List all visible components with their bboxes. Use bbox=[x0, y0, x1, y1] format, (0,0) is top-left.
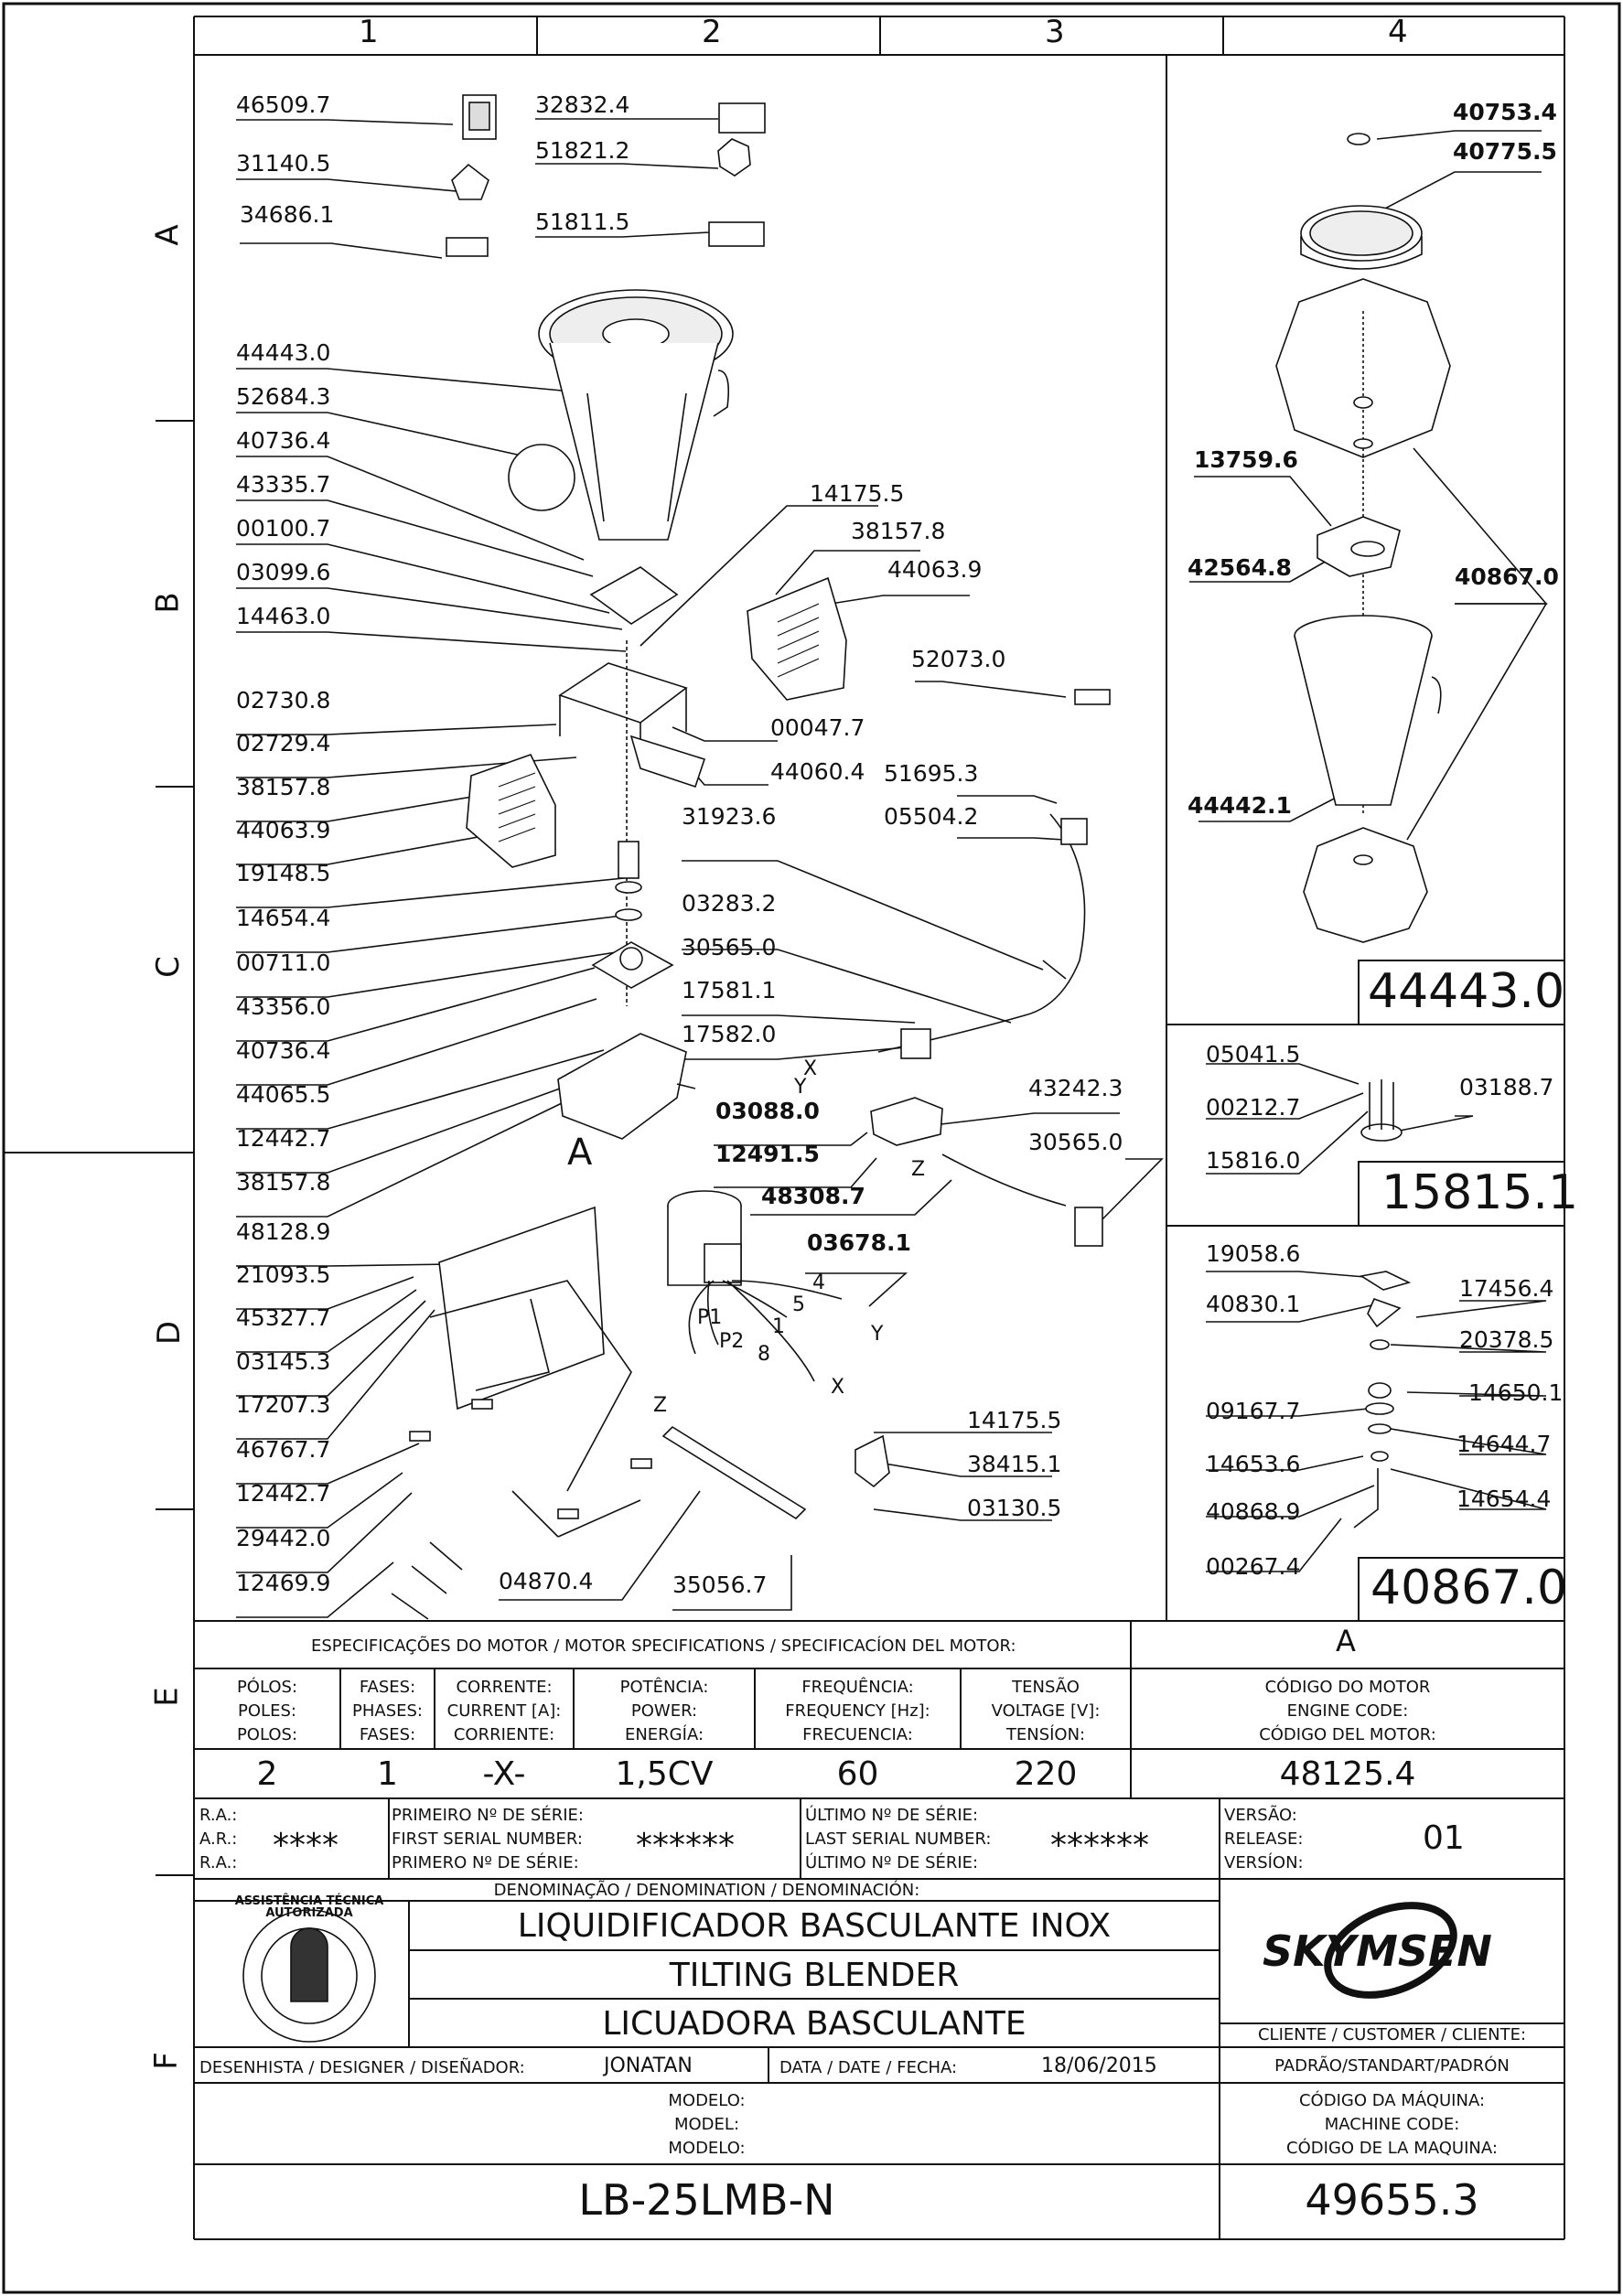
part-number: 52073.0 bbox=[911, 646, 1006, 672]
part-number: 20378.5 bbox=[1459, 1326, 1554, 1353]
part-number: 51695.3 bbox=[884, 760, 979, 787]
wire-label: P2 bbox=[719, 1330, 745, 1353]
wire-label: 1 bbox=[772, 1315, 785, 1338]
part-number: 43242.3 bbox=[1028, 1075, 1123, 1101]
grid-row-label: F bbox=[147, 2052, 185, 2070]
part-number: 17582.0 bbox=[682, 1021, 777, 1047]
part-number: 14654.4 bbox=[1456, 1486, 1552, 1512]
part-number: 34686.1 bbox=[240, 201, 335, 228]
spec-value-voltage: 220 bbox=[1014, 1755, 1078, 1793]
part-number: 02729.4 bbox=[236, 730, 331, 756]
part-number: 52684.3 bbox=[236, 383, 331, 410]
part-number: 00212.7 bbox=[1206, 1094, 1301, 1121]
model-value: LB-25LMB-N bbox=[578, 2175, 835, 2225]
part-number: 38157.8 bbox=[236, 774, 331, 800]
grid-col-label: 2 bbox=[702, 14, 722, 50]
part-number: 40736.4 bbox=[236, 1037, 331, 1064]
part-number: 02730.8 bbox=[236, 687, 331, 713]
part-number: 29442.0 bbox=[236, 1525, 331, 1551]
part-number: 12442.7 bbox=[236, 1480, 331, 1507]
part-number: 21093.5 bbox=[236, 1261, 331, 1288]
part-number: 30565.0 bbox=[682, 934, 777, 960]
part-number: 04870.4 bbox=[499, 1568, 594, 1594]
first-serial-labels: PRIMEIRO Nº DE SÉRIE: FIRST SERIAL NUMBER: PRIMERO Nº DE SÉRIE: bbox=[392, 1806, 584, 1873]
part-number: 35056.7 bbox=[672, 1572, 768, 1598]
spec-header-poles: PÓLOS: POLES: POLOS: bbox=[236, 1678, 298, 1745]
wire-label: 8 bbox=[758, 1343, 770, 1366]
part-number: 14175.5 bbox=[967, 1407, 1062, 1433]
spec-header-power: POTÊNCIA: POWER: ENERGÍA: bbox=[619, 1678, 709, 1745]
part-number: 40868.9 bbox=[1206, 1498, 1301, 1525]
ra-value: **** bbox=[273, 1827, 339, 1864]
part-number: 14175.5 bbox=[810, 480, 905, 507]
part-number: 46767.7 bbox=[236, 1436, 331, 1463]
part-number: 38157.8 bbox=[236, 1169, 331, 1196]
subassembly-code: 15815.1 bbox=[1381, 1165, 1579, 1220]
part-number: 03283.2 bbox=[682, 890, 777, 917]
subassembly-code: 40867.0 bbox=[1370, 1561, 1568, 1615]
part-number: 45327.7 bbox=[236, 1304, 331, 1331]
spec-value-poles: 2 bbox=[256, 1755, 278, 1793]
part-number: 14654.4 bbox=[236, 905, 331, 931]
grid-row-label: D bbox=[151, 1320, 188, 1346]
customer-value: PADRÃO/STANDART/PADRÓN bbox=[1274, 2056, 1510, 2076]
part-number: 03088.0 bbox=[715, 1098, 820, 1124]
designer-label: DESENHISTA / DESIGNER / DISEÑADOR: bbox=[199, 2058, 525, 2077]
part-number: 44443.0 bbox=[236, 339, 331, 366]
spec-header-frequency: FREQUÊNCIA: FREQUENCY [Hz]: FRECUENCIA: bbox=[785, 1678, 930, 1745]
denomination-pt: LIQUIDIFICADOR BASCULANTE INOX bbox=[517, 1907, 1112, 1945]
ra-labels: R.A.: A.R.: R.A.: bbox=[199, 1806, 238, 1873]
part-number: 14650.1 bbox=[1468, 1379, 1564, 1406]
part-number: 44060.4 bbox=[770, 758, 865, 785]
part-number: 03678.1 bbox=[807, 1229, 911, 1256]
part-number: 38415.1 bbox=[967, 1451, 1062, 1477]
spec-value-current: -X- bbox=[482, 1755, 526, 1793]
part-number: 31923.6 bbox=[682, 803, 777, 830]
customer-label: CLIENTE / CUSTOMER / CLIENTE: bbox=[1257, 2025, 1527, 2044]
part-number: 38157.8 bbox=[851, 518, 946, 544]
part-number: 40867.0 bbox=[1455, 563, 1559, 590]
motor-callout-label: A bbox=[567, 1132, 593, 1174]
part-number: 14653.6 bbox=[1206, 1451, 1301, 1477]
part-number: 48128.9 bbox=[236, 1218, 331, 1245]
part-number: 44442.1 bbox=[1188, 792, 1292, 819]
grid-row-label: E bbox=[148, 1687, 186, 1707]
last-serial-value: ****** bbox=[1050, 1827, 1149, 1864]
part-number: 12442.7 bbox=[236, 1125, 331, 1152]
part-number: 19058.6 bbox=[1206, 1240, 1301, 1267]
wire-label: Y bbox=[871, 1323, 884, 1346]
first-serial-value: ****** bbox=[636, 1827, 735, 1864]
part-number: 40830.1 bbox=[1206, 1291, 1301, 1317]
last-serial-labels: ÚLTIMO Nº DE SÉRIE: LAST SERIAL NUMBER: ÚLTIMO Nº DE SÉRIE: bbox=[805, 1806, 992, 1873]
part-number: 43335.7 bbox=[236, 471, 331, 498]
part-number: 15816.0 bbox=[1206, 1147, 1301, 1174]
version-value: 01 bbox=[1423, 1819, 1465, 1857]
wire-label: X bbox=[831, 1376, 845, 1399]
part-number: 44063.9 bbox=[887, 556, 983, 583]
subassembly-code: 44443.0 bbox=[1368, 964, 1565, 1019]
part-number: 44065.5 bbox=[236, 1081, 331, 1108]
wire-label: P1 bbox=[697, 1306, 723, 1329]
part-number: 48308.7 bbox=[761, 1183, 865, 1209]
denomination-en: TILTING BLENDER bbox=[669, 1957, 960, 1994]
date-label: DATA / DATE / FECHA: bbox=[779, 2058, 958, 2077]
part-number: 44063.9 bbox=[236, 817, 331, 843]
grid-row-label: B bbox=[149, 592, 187, 614]
motor-ref-label: A bbox=[1336, 1624, 1356, 1658]
grid-row-label: C bbox=[149, 956, 187, 978]
part-number: 14463.0 bbox=[236, 603, 331, 629]
part-number: 43356.0 bbox=[236, 993, 331, 1020]
part-number: 17581.1 bbox=[682, 977, 777, 1003]
part-number: 42564.8 bbox=[1188, 554, 1292, 581]
part-number: 05041.5 bbox=[1206, 1041, 1301, 1068]
designer-value: JONATAN bbox=[604, 2055, 693, 2077]
part-number: 00711.0 bbox=[236, 950, 331, 976]
wire-label: Y bbox=[794, 1076, 807, 1099]
version-labels: VERSÃO: RELEASE: VERSÍON: bbox=[1224, 1806, 1304, 1873]
wire-label: Z bbox=[911, 1158, 926, 1181]
part-number: 03188.7 bbox=[1459, 1074, 1554, 1100]
part-number: 03099.6 bbox=[236, 559, 331, 585]
part-number: 12491.5 bbox=[715, 1141, 820, 1167]
part-number: 03130.5 bbox=[967, 1495, 1062, 1521]
part-number: 09167.7 bbox=[1206, 1398, 1301, 1424]
spec-header-current: CORRENTE: CURRENT [A]: CORRIENTE: bbox=[446, 1678, 562, 1745]
part-number: 30565.0 bbox=[1028, 1129, 1123, 1155]
part-number: 40753.4 bbox=[1453, 99, 1557, 125]
part-number: 31140.5 bbox=[236, 150, 331, 177]
part-number: 17456.4 bbox=[1459, 1275, 1554, 1302]
skymsen-logo: SKYMSEN bbox=[1263, 1926, 1492, 1976]
part-number: 00047.7 bbox=[770, 714, 865, 741]
grid-col-label: 3 bbox=[1045, 14, 1065, 50]
spec-value-phases: 1 bbox=[377, 1755, 398, 1793]
part-number: 13759.6 bbox=[1194, 446, 1298, 473]
part-number: 00100.7 bbox=[236, 515, 331, 542]
motor-spec-title: ESPECIFICAÇÕES DO MOTOR / MOTOR SPECIFICATIONS / SPECIFICACÍON DEL MOTOR: bbox=[311, 1636, 1016, 1656]
part-number: 19148.5 bbox=[236, 860, 331, 886]
part-number: 51811.5 bbox=[535, 209, 630, 235]
part-number: 05504.2 bbox=[884, 803, 979, 830]
wire-label: Z bbox=[653, 1394, 668, 1417]
spec-value-power: 1,5CV bbox=[615, 1755, 714, 1793]
part-number: 46509.7 bbox=[236, 91, 331, 118]
denomination-header: DENOMINAÇÃO / DENOMINATION / DENOMINACIÓN: bbox=[493, 1881, 920, 1900]
machine-code-labels: CÓDIGO DA MÁQUINA: MACHINE CODE: CÓDIGO DE LA MAQUINA: bbox=[1286, 2091, 1498, 2159]
wire-label: 5 bbox=[792, 1293, 805, 1316]
spec-value-engine-code: 48125.4 bbox=[1279, 1755, 1416, 1793]
machine-code-value: 49655.3 bbox=[1305, 2175, 1479, 2225]
part-number: 00267.4 bbox=[1206, 1553, 1301, 1580]
spec-value-frequency: 60 bbox=[836, 1755, 879, 1793]
part-number: 12469.9 bbox=[236, 1570, 331, 1596]
wire-label: 4 bbox=[812, 1271, 825, 1294]
grid-row-label: A bbox=[149, 224, 187, 246]
part-number: 17207.3 bbox=[236, 1391, 331, 1418]
part-number: 03145.3 bbox=[236, 1348, 331, 1375]
model-labels: MODELO: MODEL: MODELO: bbox=[668, 2091, 746, 2159]
part-number: 40775.5 bbox=[1453, 138, 1557, 165]
part-number: 14644.7 bbox=[1456, 1431, 1552, 1457]
part-number: 32832.4 bbox=[535, 91, 630, 118]
wire-label: X bbox=[803, 1057, 818, 1080]
grid-col-label: 1 bbox=[359, 14, 379, 50]
spec-header-phases: FASES: PHASES: FASES: bbox=[352, 1678, 423, 1745]
date-value: 18/06/2015 bbox=[1041, 2055, 1157, 2077]
part-number: 51821.2 bbox=[535, 137, 630, 164]
spec-header-voltage: TENSÃO VOLTAGE [V]: TENSÍON: bbox=[991, 1678, 1101, 1745]
grid-col-label: 4 bbox=[1388, 14, 1408, 50]
denomination-es: LICUADORA BASCULANTE bbox=[602, 2005, 1026, 2043]
spec-header-engine-code: CÓDIGO DO MOTOR ENGINE CODE: CÓDIGO DEL MOTOR: bbox=[1259, 1678, 1436, 1745]
part-number: 40736.4 bbox=[236, 427, 331, 454]
authorized-service-seal-text: ASSISTÊNCIA TÉCNICA AUTORIZADA bbox=[234, 1894, 384, 1920]
